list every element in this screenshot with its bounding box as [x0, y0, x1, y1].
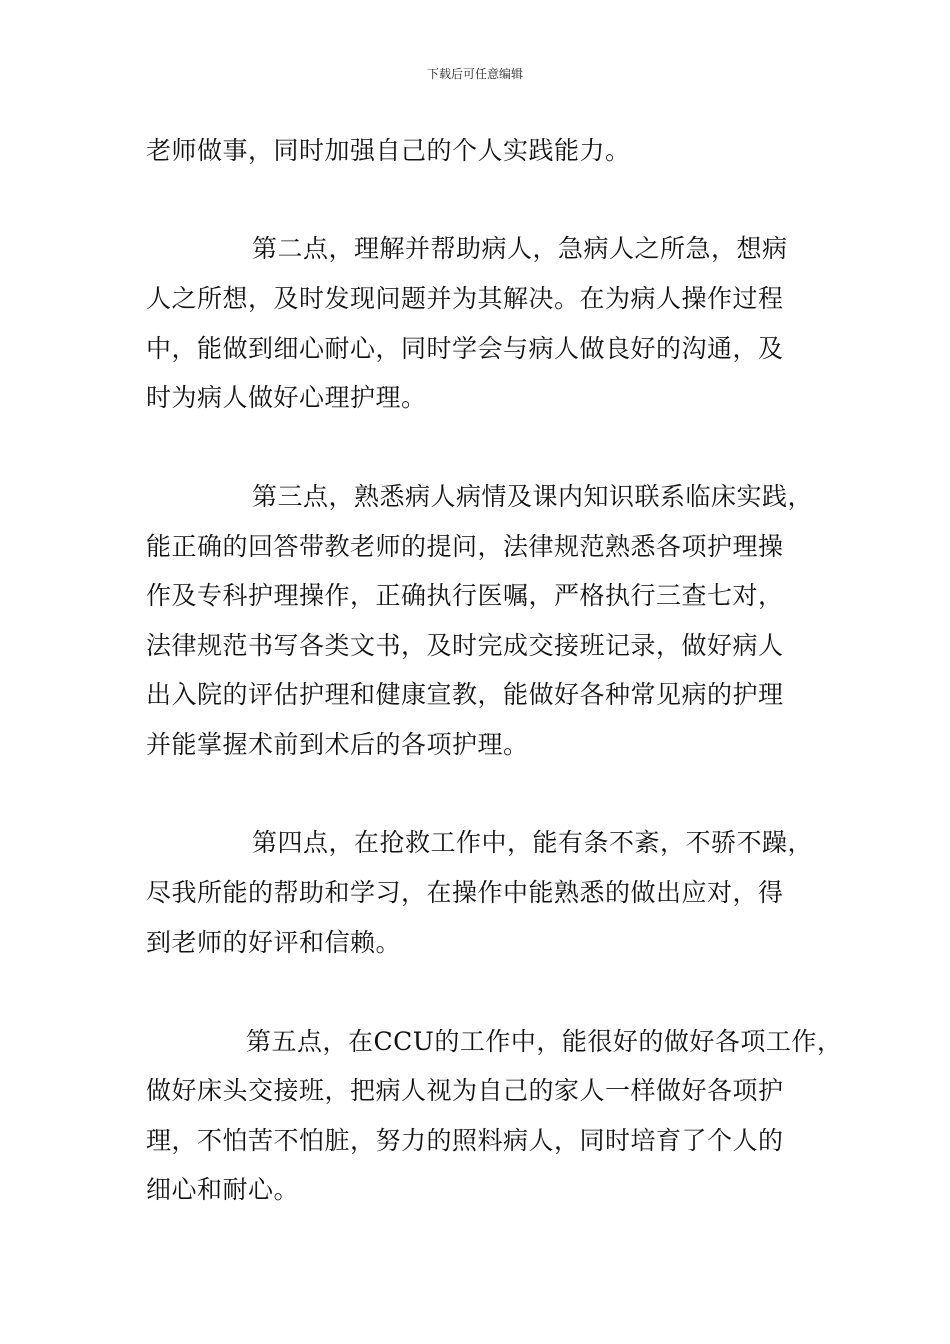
paragraph-line: 时为病人做好心理护理。 [146, 383, 427, 412]
paragraph-line: 能正确的回答带教老师的提问，法律规范熟悉各项护理操 [146, 532, 784, 561]
paragraph-line: 第三点，熟悉病人病情及课内知识联系临床实践， [252, 482, 814, 511]
paragraph-line: 第五点，在CCU的工作中，能很好的做好各项工作， [246, 1027, 843, 1056]
paragraph-line: 并能掌握术前到术后的各项护理。 [146, 730, 529, 759]
paragraph-line: 出入院的评估护理和健康宣教，能做好各种常见病的护理 [146, 680, 784, 709]
paragraph-line: 尽我所能的帮助和学习，在操作中能熟悉的做出应对，得 [146, 878, 784, 907]
paragraph-line: 中，能做到细心耐心，同时学会与病人做良好的沟通，及 [146, 334, 784, 363]
paragraph-line: 第二点，理解并帮助病人，急病人之所急，想病 [252, 234, 788, 263]
page-header-note: 下载后可任意编辑 [426, 67, 523, 81]
paragraph-line: 做好床头交接班，把病人视为自己的家人一样做好各项护 [146, 1076, 784, 1105]
paragraph-line: 细心和耐心。 [146, 1175, 300, 1204]
paragraph-line: 到老师的好评和信赖。 [146, 928, 402, 957]
paragraph-line: 理，不怕苦不怕脏，努力的照料病人，同时培育了个人的 [146, 1126, 784, 1155]
paragraph-line: 老师做事，同时加强自己的个人实践能力。 [146, 136, 631, 165]
paragraph-line: 作及专科护理操作，正确执行医嘱，严格执行三查七对， [146, 581, 784, 610]
paragraph-line: 法律规范书写各类文书，及时完成交接班记录，做好病人 [146, 631, 784, 660]
paragraph-line: 第四点，在抢救工作中，能有条不紊，不骄不躁， [252, 828, 814, 857]
paragraph-line: 人之所想，及时发现问题并为其解决。在为病人操作过程 [146, 284, 784, 313]
